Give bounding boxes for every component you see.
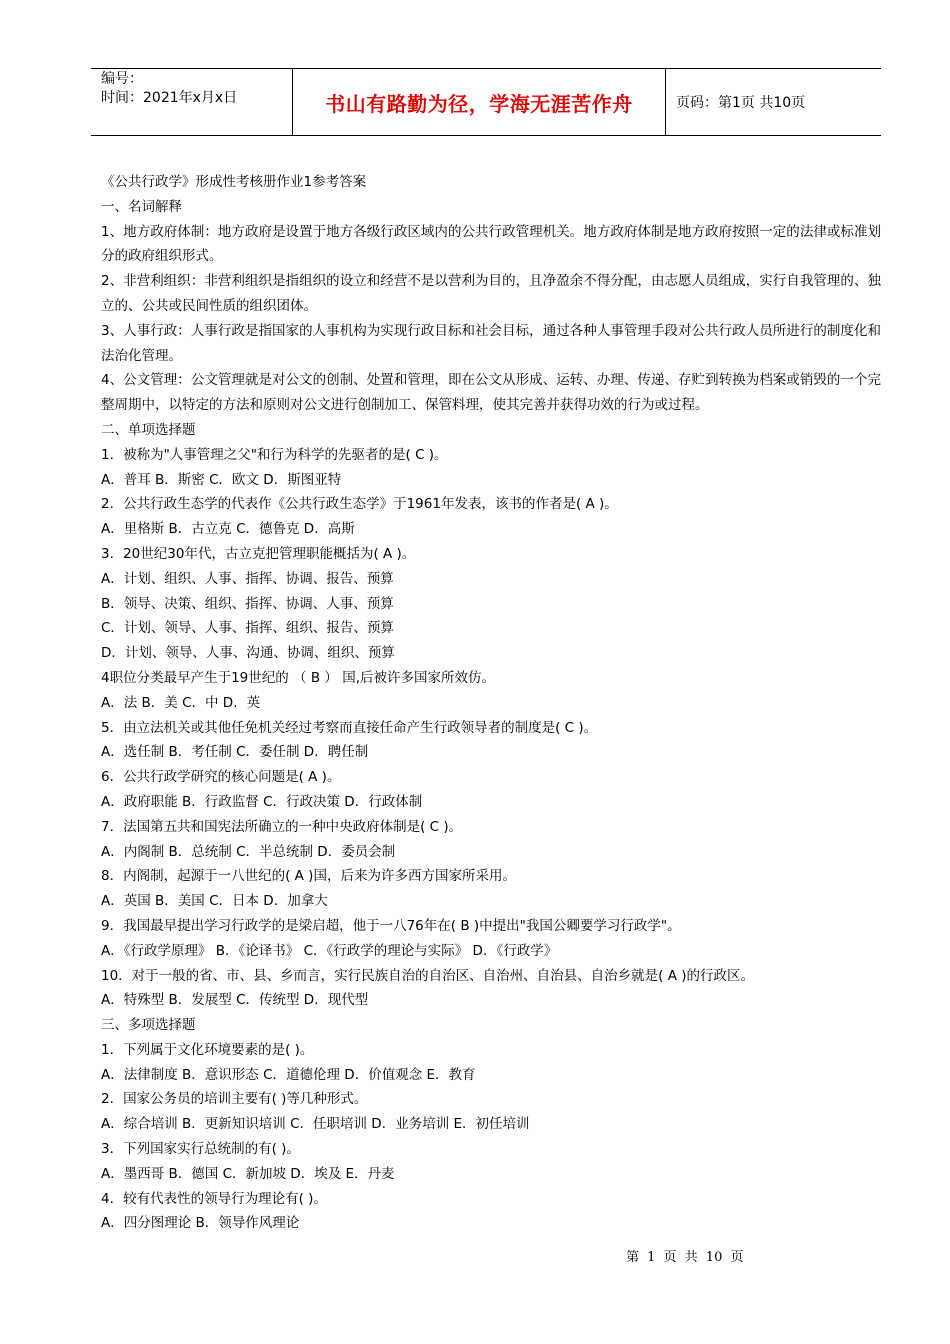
question-text: 3．下列国家实行总统制的有( )。 bbox=[101, 1141, 300, 1158]
header-top-rule bbox=[91, 68, 881, 69]
section-heading: 二、单项选择题 bbox=[101, 421, 196, 438]
number-label: 编号： bbox=[101, 71, 143, 87]
page-info: 页码：第1页 共10页 bbox=[676, 95, 806, 111]
answer-options: D．计划、领导、人事、沟通、协调、组织、预算 bbox=[101, 645, 395, 662]
question-text: 5．由立法机关或其他任免机关经过考察而直接任命产生行政领导者的制度是( C )。 bbox=[101, 719, 598, 736]
answer-options: A．政府职能 B．行政监督 C．行政决策 D．行政体制 bbox=[101, 793, 423, 810]
question-text: 7．法国第五共和国宪法所确立的一种中央政府体制是( C )。 bbox=[101, 818, 463, 835]
document-body bbox=[101, 170, 881, 1236]
question-text: 8．内阁制，起源于一八世纪的( A )国，后来为许多西方国家所采用。 bbox=[101, 868, 516, 885]
answer-options: A．选任制 B．考任制 C．委任制 D．聘任制 bbox=[101, 744, 369, 761]
doc-title: 《公共行政学》形成性考核册作业1参考答案 bbox=[101, 174, 367, 190]
answer-options: A．里格斯 B．古立克 C．德鲁克 D．高斯 bbox=[101, 521, 355, 538]
definition-paragraph: 4、公文管理：公文管理就是对公文的创制、处置和管理，即在公文从形成、运转、办理、传递、存贮到转换为档案或销毁的一个完整周期中，以特定的方法和原则对公文进行创制加工、保管料理，使其完善并获得功效的行为或过程。 bbox=[101, 372, 881, 414]
definition-paragraph: 1、地方政府体制：地方政府是设置于地方各级行政区域内的公共行政管理机关。地方政府体制是地方政府按照一定的法律或标准划分的政府组织形式。 bbox=[101, 223, 881, 265]
header-divider-right bbox=[665, 68, 666, 135]
time-label: 时间：2021年x月x日 bbox=[101, 90, 238, 106]
answer-options: C．计划、领导、人事、指挥、组织、报告、预算 bbox=[101, 620, 394, 637]
question-text: 9．我国最早提出学习行政学的是梁启超，他于一八76年在( B )中提出"我国公卿要学习行政学"。 bbox=[101, 917, 681, 934]
page-footer: 第 1 页 共 10 页 bbox=[626, 1250, 744, 1265]
question-text: 6．公共行政学研究的核心问题是( A )。 bbox=[101, 769, 341, 786]
question-text: 3．20世纪30年代，古立克把管理职能概括为( A )。 bbox=[101, 545, 416, 562]
question-text: 1．下列属于文化环境要素的是( )。 bbox=[101, 1041, 314, 1058]
answer-options: B．领导、决策、组织、指挥、协调、人事、预算 bbox=[101, 595, 394, 612]
question-text: 2．国家公务员的培训主要有( )等几种形式。 bbox=[101, 1091, 368, 1108]
answer-options: A．特殊型 B．发展型 C．传统型 D．现代型 bbox=[101, 992, 369, 1009]
question-text: 4职位分类最早产生于19世纪的 （ B ） 国,后被许多国家所效仿。 bbox=[101, 669, 495, 686]
question-text: 4．较有代表性的领导行为理论有( )。 bbox=[101, 1190, 327, 1207]
answer-options: A．英国 B．美国 C．日本 D．加拿大 bbox=[101, 893, 328, 910]
section-heading: 三、多项选择题 bbox=[101, 1017, 196, 1034]
question-text: 1．被称为"人事管理之父"和行为科学的先驱者的是( C )。 bbox=[101, 446, 448, 463]
question-text: 10．对于一般的省、市、县、乡而言，实行民族自治的自治区、自治州、自治县、自治乡就是( A )的行政区。 bbox=[101, 967, 755, 984]
answer-options: A．《行政学原理》 B．《论译书》 C．《行政学的理论与实际》 D．《行政学》 bbox=[101, 942, 558, 959]
answer-options: A．内阁制 B．总统制 C．半总统制 D．委员会制 bbox=[101, 843, 396, 860]
header-meta bbox=[101, 70, 237, 108]
answer-options: A．普耳 B．斯密 C．欧文 D．斯图亚特 bbox=[101, 471, 342, 488]
definition-paragraph: 2、非营利组织：非营利组织是指组织的设立和经营不是以营利为目的，且净盈余不得分配，由志愿人员组成，实行自我管理的、独立的、公共或民间性质的组织团体。 bbox=[101, 273, 881, 314]
question-text: 2．公共行政生态学的代表作《公共行政生态学》于1961年发表，该书的作者是( A )。 bbox=[101, 496, 618, 513]
section-heading: 一、名词解释 bbox=[101, 198, 182, 215]
answer-options: A．综合培训 B．更新知识培训 C．任职培训 D．业务培训 E．初任培训 bbox=[101, 1116, 530, 1133]
answer-options: A．法律制度 B．意识形态 C．道德伦理 D．价值观念 E．教育 bbox=[101, 1066, 476, 1083]
answer-options: A．法 B．美 C．中 D．英 bbox=[101, 694, 261, 711]
answer-options: A．计划、组织、人事、指挥、协调、报告、预算 bbox=[101, 570, 394, 587]
header-bottom-rule bbox=[91, 135, 881, 136]
definition-paragraph: 3、人事行政：人事行政是指国家的人事机构为实现行政目标和社会目标，通过各种人事管理手段对公共行政人员所进行的制度化和法治化管理。 bbox=[101, 322, 881, 364]
answer-options: A．四分图理论 B．领导作风理论 bbox=[101, 1215, 300, 1232]
answer-options: A．墨西哥 B．德国 C．新加坡 D．埃及 E．丹麦 bbox=[101, 1165, 395, 1182]
motto: 书山有路勤为径，学海无涯苦作舟 bbox=[325, 92, 633, 116]
